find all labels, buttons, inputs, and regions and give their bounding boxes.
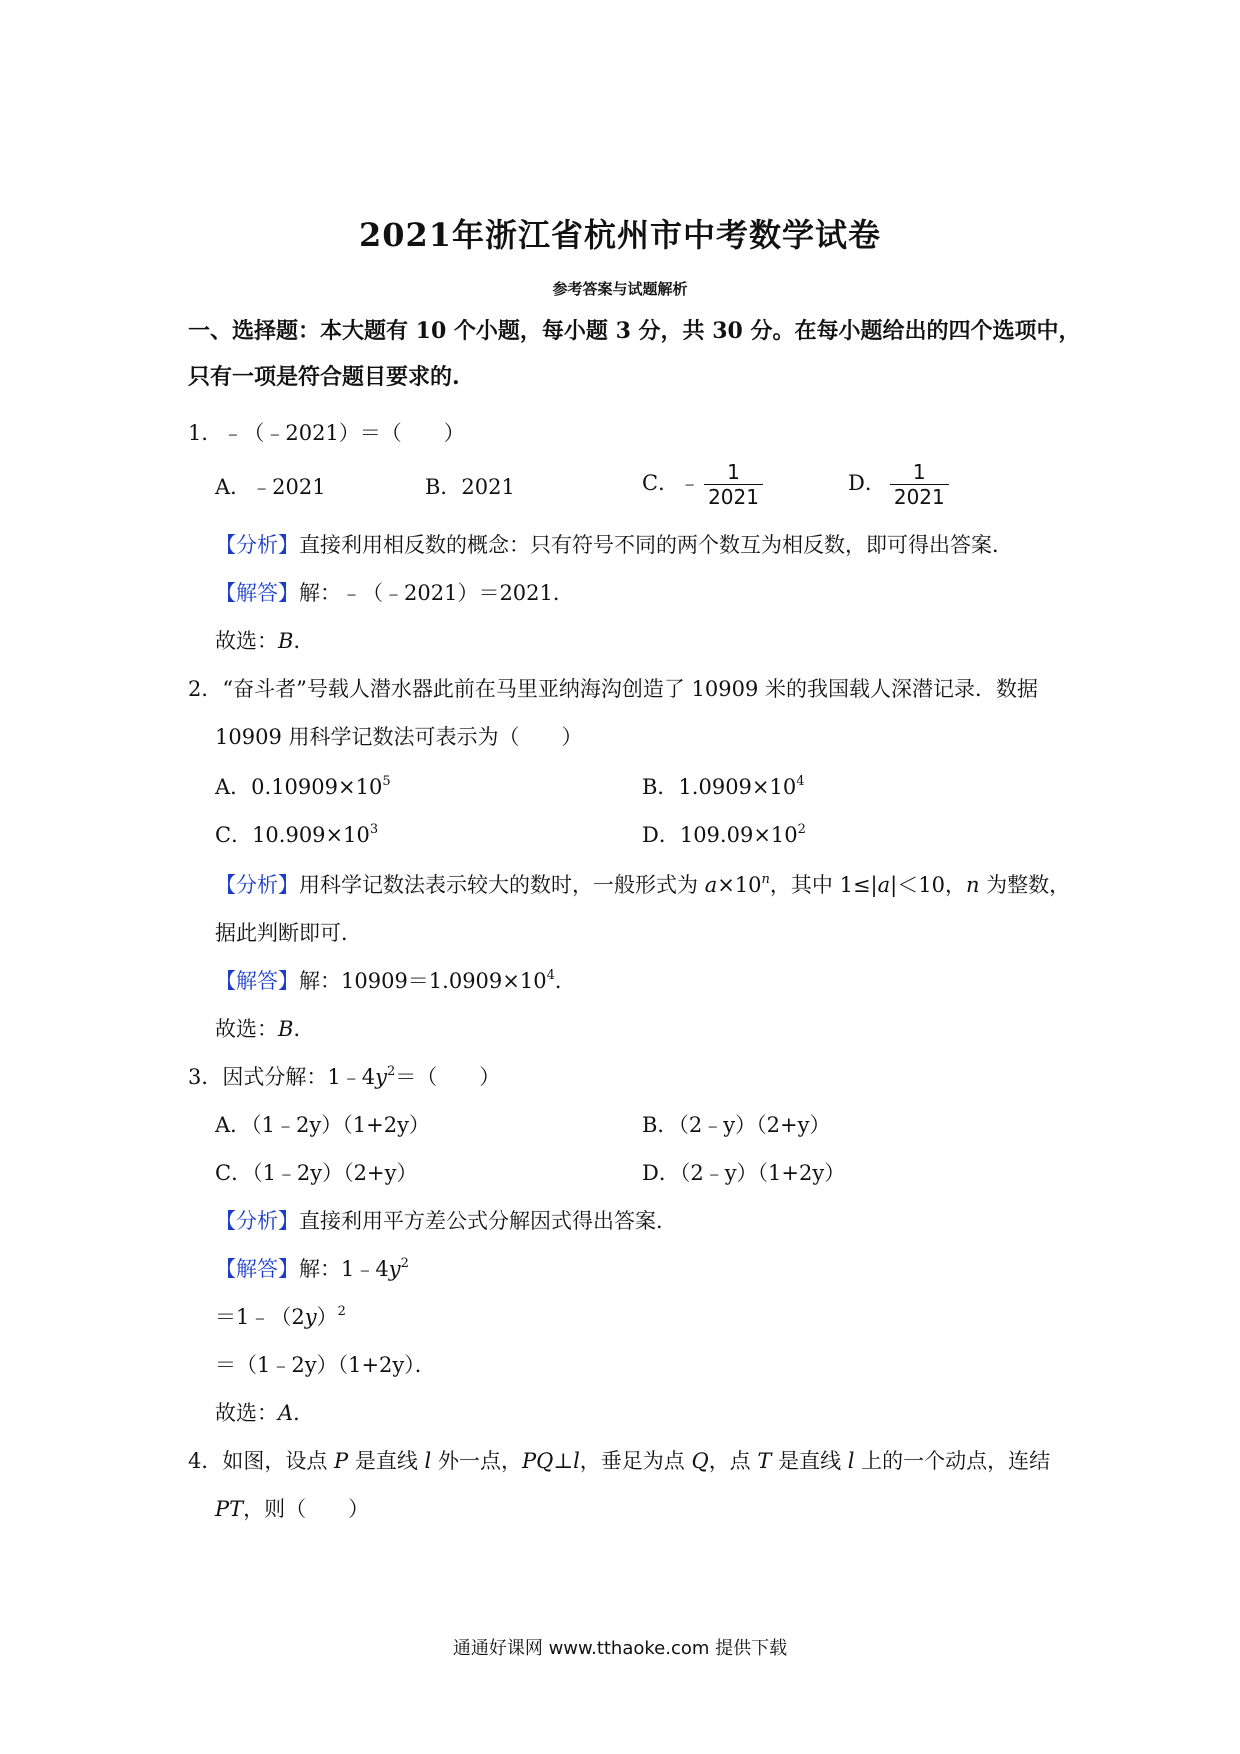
q4-stem-part: 是直线 bbox=[348, 1449, 425, 1473]
q3-step-1-exponent: 2 bbox=[337, 1304, 346, 1319]
q3-choice-suffix: ． bbox=[293, 1401, 315, 1425]
q2-option-a bbox=[215, 772, 391, 802]
answer-tag: 【解答】 bbox=[215, 1257, 299, 1281]
q3-analysis-text: 直接利用平方差公式分解因式得出答案． bbox=[299, 1209, 677, 1233]
q1-option-b: B．2021 bbox=[425, 475, 515, 499]
q3-analysis bbox=[215, 1206, 677, 1236]
q4-var: PQ bbox=[521, 1449, 554, 1473]
q2-choice-prefix: 故选： bbox=[215, 1017, 278, 1041]
q2-answer-end: ． bbox=[554, 969, 576, 993]
q1-answer-text: 解：﹣（﹣2021）＝2021． bbox=[299, 581, 574, 605]
q2-analysis-part: ×10 bbox=[717, 873, 762, 897]
q1-option-a: A．﹣2021 bbox=[215, 475, 326, 499]
q3-option-a: A．（1﹣2y）（1+2y） bbox=[215, 1113, 430, 1137]
q2-option-d-text: D．109.09×10 bbox=[642, 823, 798, 847]
q3-stem bbox=[188, 1062, 500, 1092]
q1-option-c-fraction bbox=[704, 460, 763, 509]
q2-option-d bbox=[642, 820, 806, 850]
q4-var: l bbox=[424, 1449, 432, 1473]
section-heading-line-1: 一、选择题：本大题有 10 个小题，每小题 3 分，共 30 分。在每小题给出的四个选项中， bbox=[188, 318, 1081, 344]
q4-stem-part: 是直线 bbox=[771, 1449, 848, 1473]
q2-analysis-var: a bbox=[704, 873, 718, 897]
q3-stem-var: y bbox=[375, 1065, 387, 1089]
q3-step-1-var: y bbox=[304, 1305, 317, 1329]
answer-tag: 【解答】 bbox=[215, 581, 299, 605]
q2-answer-exponent: 4 bbox=[546, 968, 555, 983]
page-title: 2021年浙江省杭州市中考数学试卷 bbox=[358, 216, 882, 254]
q1-option-c bbox=[642, 460, 763, 509]
q4-stem-part: ，垂足为点 bbox=[579, 1449, 692, 1473]
q1-option-d-prefix: D． bbox=[848, 471, 886, 495]
q1-option-c-denominator: 2021 bbox=[708, 485, 759, 509]
q1-option-c-prefix: C．﹣ bbox=[642, 471, 701, 495]
q1-option-d-fraction bbox=[890, 460, 949, 509]
q3-stem-part: ＝（ ） bbox=[395, 1065, 501, 1089]
q2-option-b bbox=[642, 772, 805, 802]
page-footer: 通通好课网 www.tthaoke.com 提供下载 bbox=[452, 1638, 788, 1659]
q2-option-a-text: A．0.10909×10 bbox=[215, 775, 383, 799]
q3-option-c: C．（1﹣2y）（2+y） bbox=[215, 1161, 418, 1185]
q2-option-c-exponent: 3 bbox=[369, 822, 379, 837]
q2-stem-line-2: 10909 用科学记数法可表示为（ ） bbox=[215, 725, 583, 749]
q2-analysis-part: 用科学记数法表示较大的数时，一般形式为 bbox=[299, 873, 705, 897]
q1-stem: 1．﹣（﹣2021）＝（ ） bbox=[188, 421, 465, 445]
q2-option-c-text: C．10.909×10 bbox=[215, 823, 370, 847]
q3-option-d: D．（2﹣y）（1+2y） bbox=[642, 1161, 846, 1185]
q4-var: l bbox=[847, 1449, 855, 1473]
q2-option-b-exponent: 4 bbox=[796, 774, 805, 789]
analysis-tag: 【分析】 bbox=[215, 873, 299, 897]
q1-choice-letter: B bbox=[278, 629, 294, 653]
q1-option-d bbox=[848, 460, 949, 509]
q2-choice-letter: B bbox=[278, 1017, 294, 1041]
answer-tag: 【解答】 bbox=[215, 969, 299, 993]
q2-answer bbox=[215, 966, 576, 996]
q3-choice-prefix: 故选： bbox=[215, 1401, 278, 1425]
q4-stem-line-1 bbox=[188, 1446, 1050, 1476]
q2-option-d-exponent: 2 bbox=[797, 822, 806, 837]
q2-analysis-line-1 bbox=[215, 870, 1070, 900]
q4-var: l bbox=[573, 1449, 580, 1473]
q2-option-b-text: B．1.0909×10 bbox=[642, 775, 797, 799]
q3-stem-exponent: 2 bbox=[386, 1064, 396, 1079]
q2-option-c bbox=[215, 820, 378, 850]
q3-step-1-part: ＝1﹣（2 bbox=[215, 1305, 305, 1329]
analysis-tag: 【分析】 bbox=[215, 533, 299, 557]
q4-var: PT bbox=[215, 1497, 244, 1521]
q1-analysis bbox=[215, 530, 1013, 560]
q3-answer bbox=[215, 1254, 409, 1284]
q2-analysis-part: |＜10， bbox=[890, 873, 966, 897]
q2-analysis-var: a bbox=[877, 873, 891, 897]
q4-stem-part: ，则（ ） bbox=[243, 1497, 370, 1521]
q3-choice-letter: A bbox=[278, 1401, 294, 1425]
q2-stem-line-1: 2．“奋斗者”号载人潜水器此前在马里亚纳海沟创造了 10909 米的我国载人深潜记录．数据 bbox=[188, 677, 1038, 701]
q1-choice-prefix: 故选： bbox=[215, 629, 278, 653]
q3-stem-part: 3．因式分解：1﹣4 bbox=[188, 1065, 376, 1089]
q1-analysis-text: 直接利用相反数的概念：只有符号不同的两个数互为相反数，即可得出答案． bbox=[299, 533, 1013, 557]
q4-var: P bbox=[334, 1449, 349, 1473]
q2-analysis-exponent: n bbox=[761, 872, 770, 887]
q3-answer-exponent: 2 bbox=[400, 1256, 409, 1271]
q4-stem-part: ⊥ bbox=[553, 1449, 574, 1473]
q4-var: T bbox=[757, 1449, 772, 1473]
q2-choice bbox=[215, 1014, 314, 1044]
q1-option-c-numerator: 1 bbox=[727, 460, 740, 484]
q2-choice-suffix: ． bbox=[293, 1017, 315, 1041]
q1-option-d-numerator: 1 bbox=[912, 460, 926, 484]
analysis-tag: 【分析】 bbox=[215, 1209, 299, 1233]
q4-stem-line-2 bbox=[215, 1494, 369, 1524]
q4-stem-part: ，点 bbox=[708, 1449, 758, 1473]
q2-answer-text: 解：10909＝1.0909×10 bbox=[299, 969, 547, 993]
q3-choice bbox=[215, 1398, 314, 1428]
q1-choice bbox=[215, 626, 314, 656]
q4-stem-part: 4．如图，设点 bbox=[188, 1449, 335, 1473]
q2-analysis-part: 为整数， bbox=[979, 873, 1071, 897]
q3-answer-var: y bbox=[388, 1257, 401, 1281]
q3-step-2: ＝（1﹣2y）（1+2y）． bbox=[215, 1353, 436, 1377]
q3-step-1-part: ） bbox=[316, 1305, 338, 1329]
q1-option-d-denominator: 2021 bbox=[893, 485, 945, 509]
q3-step-1 bbox=[215, 1302, 346, 1332]
q2-analysis-part: ，其中 1≤| bbox=[769, 873, 878, 897]
q3-answer-text: 解：1﹣4 bbox=[299, 1257, 389, 1281]
q2-analysis-var: n bbox=[965, 873, 980, 897]
q4-stem-part: 上的一个动点，连结 bbox=[854, 1449, 1051, 1473]
q1-answer bbox=[215, 578, 574, 608]
q2-option-a-exponent: 5 bbox=[382, 774, 391, 789]
page-subtitle: 参考答案与试题解析 bbox=[552, 280, 688, 298]
q3-option-b: B．（2﹣y）（2+y） bbox=[642, 1113, 831, 1137]
q1-choice-suffix: ． bbox=[293, 629, 315, 653]
q4-stem-part: 外一点， bbox=[431, 1449, 522, 1473]
q2-analysis-line-2: 据此判断即可． bbox=[215, 921, 362, 945]
section-heading-line-2: 只有一项是符合题目要求的. bbox=[188, 364, 460, 390]
q4-var: Q bbox=[691, 1449, 709, 1473]
